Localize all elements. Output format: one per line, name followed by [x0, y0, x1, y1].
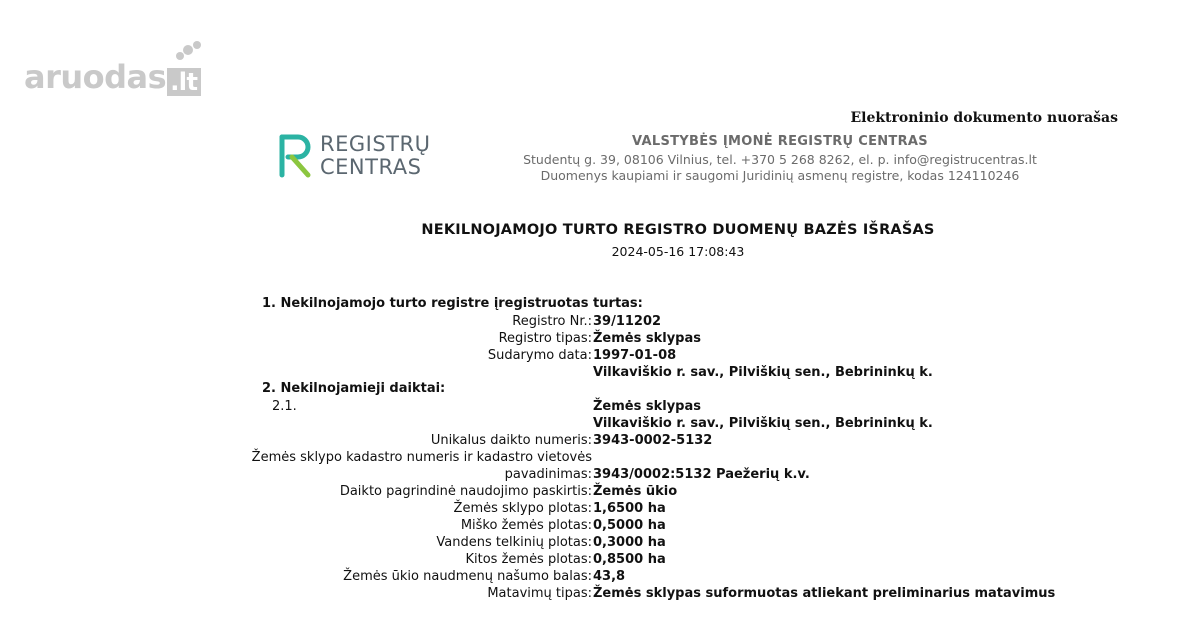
detail-row — [262, 466, 1062, 483]
property-address-value: Vilkaviškio r. sav., Pilviškių sen., Bebrininkų k. — [593, 365, 933, 380]
aruodas-watermark — [24, 58, 201, 96]
detail-label: Matavimų tipas: — [487, 586, 592, 601]
detail-label: Žemės ūkio naudmenų našumo balas: — [343, 569, 592, 584]
item-type-value: Žemės sklypas — [593, 399, 701, 414]
detail-row — [262, 483, 1062, 500]
registru-centras-logo — [278, 133, 430, 179]
document-title: NEKILNOJAMOJO TURTO REGISTRO DUOMENŲ BAZĖS IŠRAŠAS — [421, 222, 935, 238]
registry-type-value: Žemės sklypas — [593, 331, 701, 346]
organization-registry: Duomenys kaupiami ir saugomi Juridinių asmenų registre, kodas 124110246 — [540, 168, 1020, 183]
organization-address: Studentų g. 39, 08106 Vilnius, tel. +370 5 268 8262, el. p. info@registrucentras.lt — [523, 152, 1037, 167]
detail-label: Žemės sklypo kadastro numeris ir kadastro vietovės — [251, 450, 592, 465]
detail-row — [262, 551, 1062, 568]
detail-value: 0,5000 ha — [593, 518, 666, 533]
registry-type-row — [262, 330, 1062, 347]
detail-row — [262, 568, 1062, 585]
detail-value: 43,8 — [593, 569, 626, 584]
item-header-row — [262, 398, 1062, 415]
detail-label: Kitos žemės plotas: — [465, 552, 592, 567]
detail-label: Vandens telkinių plotas: — [436, 535, 592, 550]
item-address-value: Vilkaviškio r. sav., Pilviškių sen., Bebrininkų k. — [593, 416, 933, 431]
item-number: 2.1. — [272, 399, 297, 414]
detail-label: Unikalus daikto numeris: — [430, 433, 592, 448]
detail-value: 3943/0002:5132 Paežerių k.v. — [593, 467, 810, 482]
creation-date-row — [262, 347, 1062, 364]
detail-value: 0,8500 ha — [593, 552, 666, 567]
detail-value: Žemės sklypas suformuotas atliekant preliminarius matavimus — [593, 586, 1056, 601]
registry-number-label: Registro Nr.: — [512, 314, 592, 329]
item-address-row — [262, 415, 1062, 432]
watermark-tld: .lt — [167, 68, 200, 96]
registry-number-row — [262, 313, 1062, 330]
detail-row — [262, 517, 1062, 534]
detail-value: 1,6500 ha — [593, 501, 666, 516]
detail-label: Žemės sklypo plotas: — [453, 501, 592, 516]
detail-row — [262, 585, 1062, 602]
watermark-brand: aruodas — [24, 58, 167, 96]
property-address-row — [262, 364, 1062, 381]
detail-label: Daikto pagrindinė naudojimo paskirtis: — [339, 484, 592, 499]
document-datetime: 2024-05-16 17:08:43 — [611, 244, 745, 259]
detail-row — [262, 432, 1062, 449]
section-2-heading: 2. Nekilnojamieji daiktai: — [262, 381, 446, 396]
rc-logo-icon — [278, 133, 314, 179]
detail-row — [251, 449, 1062, 466]
logo-word-registru: REGISTRŲ — [320, 132, 431, 156]
section-1-heading: 1. Nekilnojamojo turto registre įregistruotas turtas: — [262, 296, 643, 311]
detail-row — [262, 500, 1062, 517]
detail-value: Žemės ūkio — [593, 484, 678, 499]
detail-value: 0,3000 ha — [593, 535, 666, 550]
electronic-copy-note: Elektroninio dokumento nuorašas — [850, 110, 1118, 126]
creation-date-label: Sudarymo data: — [487, 348, 592, 363]
chimney-smoke-icon — [174, 40, 204, 62]
detail-row — [262, 534, 1062, 551]
registry-type-label: Registro tipas: — [498, 331, 592, 346]
organization-header — [520, 134, 1040, 184]
detail-value: 3943-0002-5132 — [593, 433, 713, 448]
organization-name: VALSTYBĖS ĮMONĖ REGISTRŲ CENTRAS — [632, 134, 928, 149]
creation-date-value: 1997-01-08 — [593, 348, 677, 363]
detail-label: Miško žemės plotas: — [460, 518, 592, 533]
logo-word-centras: CENTRAS — [320, 155, 422, 179]
registry-number-value: 39/11202 — [593, 314, 662, 329]
detail-label: pavadinimas: — [504, 467, 592, 482]
